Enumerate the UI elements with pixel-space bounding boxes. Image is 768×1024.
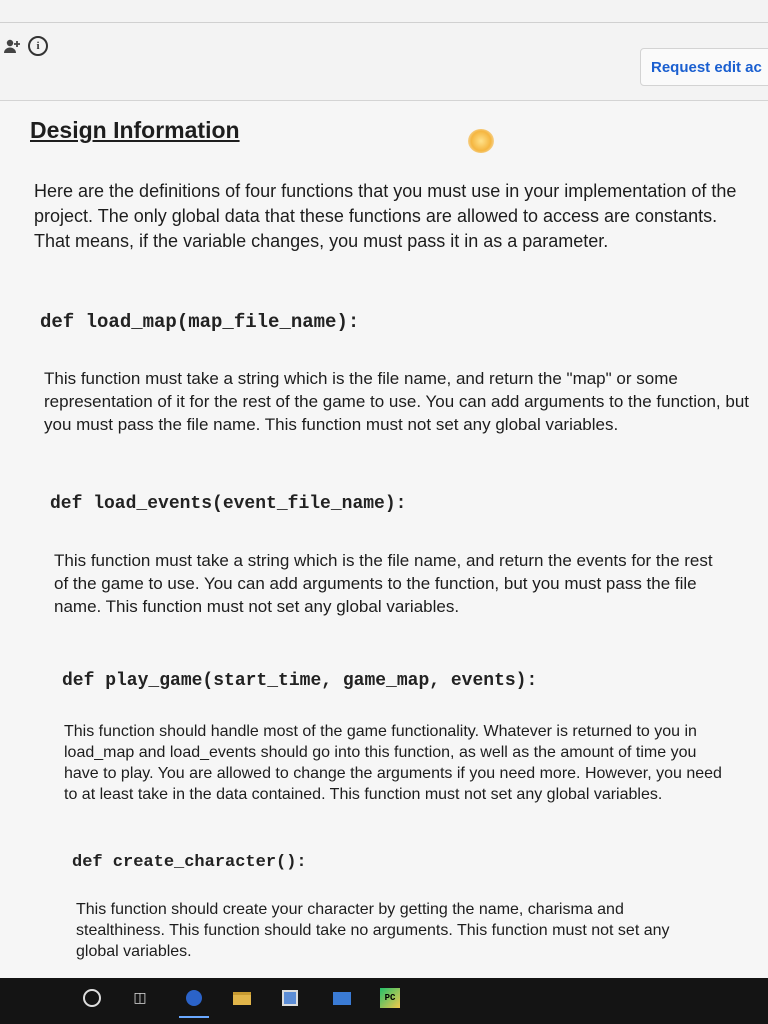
pycharm-icon[interactable] — [378, 986, 402, 1010]
pycharm-badge: PC — [380, 988, 400, 1008]
file-explorer-icon[interactable] — [230, 986, 254, 1010]
active-app-indicator — [179, 1016, 209, 1018]
request-edit-access-button[interactable]: Request edit ac — [640, 48, 768, 86]
docs-toolbar — [0, 0, 768, 101]
taskbar — [0, 978, 768, 1024]
mail-icon[interactable] — [330, 986, 354, 1010]
intro-paragraph: Here are the definitions of four functions that you must use in your implementation of the project. The only global data that these functions are allowed to access are constants. That means, if the variable changes, you must pass it in as a parameter. — [34, 181, 737, 251]
add-person-icon[interactable] — [2, 36, 22, 56]
function-signature-play-game: def play_game(start_time, game_map, events): — [62, 671, 538, 691]
info-icon[interactable]: i — [28, 36, 48, 56]
function-description-play-game: This function should handle most of the game functionality. Whatever is returned to you in load_map and load_events should go into this function, as well as the amount of time you have to play. You are allowed to change the arguments if you need more. However, you need to at least take in the data contained. This function must not set any global variables. — [64, 723, 722, 803]
function-description-load-events: This function must take a string which is the file name, and return the events for the rest of the game to use. You can add arguments to the function, but you must pass the file name. This function must not set any global variables. — [54, 551, 713, 616]
document-page — [0, 101, 768, 978]
toolbar-icons — [2, 36, 48, 56]
function-signature-load-map: def load_map(map_file_name): — [40, 311, 360, 333]
store-icon[interactable] — [278, 986, 302, 1010]
screen-glare — [468, 129, 494, 153]
page-title: Design Information — [30, 117, 240, 143]
task-view-icon[interactable]: ◫ — [133, 990, 147, 1006]
search-icon[interactable] — [80, 986, 104, 1010]
function-description-create-character: This function should create your character by getting the name, charisma and stealthiness. This function should take no arguments. This function must not set any global variables. — [76, 901, 670, 960]
toolbar-divider — [0, 22, 768, 23]
edge-icon[interactable] — [182, 986, 206, 1010]
function-signature-create-character: def create_character(): — [72, 853, 307, 872]
function-signature-load-events: def load_events(event_file_name): — [50, 494, 407, 514]
function-description-load-map: This function must take a string which is the file name, and return the "map" or some representation of it for the rest of the game to use. You can add arguments to the function, but you must pass the file name. This function must not set any global variables. — [44, 369, 750, 434]
